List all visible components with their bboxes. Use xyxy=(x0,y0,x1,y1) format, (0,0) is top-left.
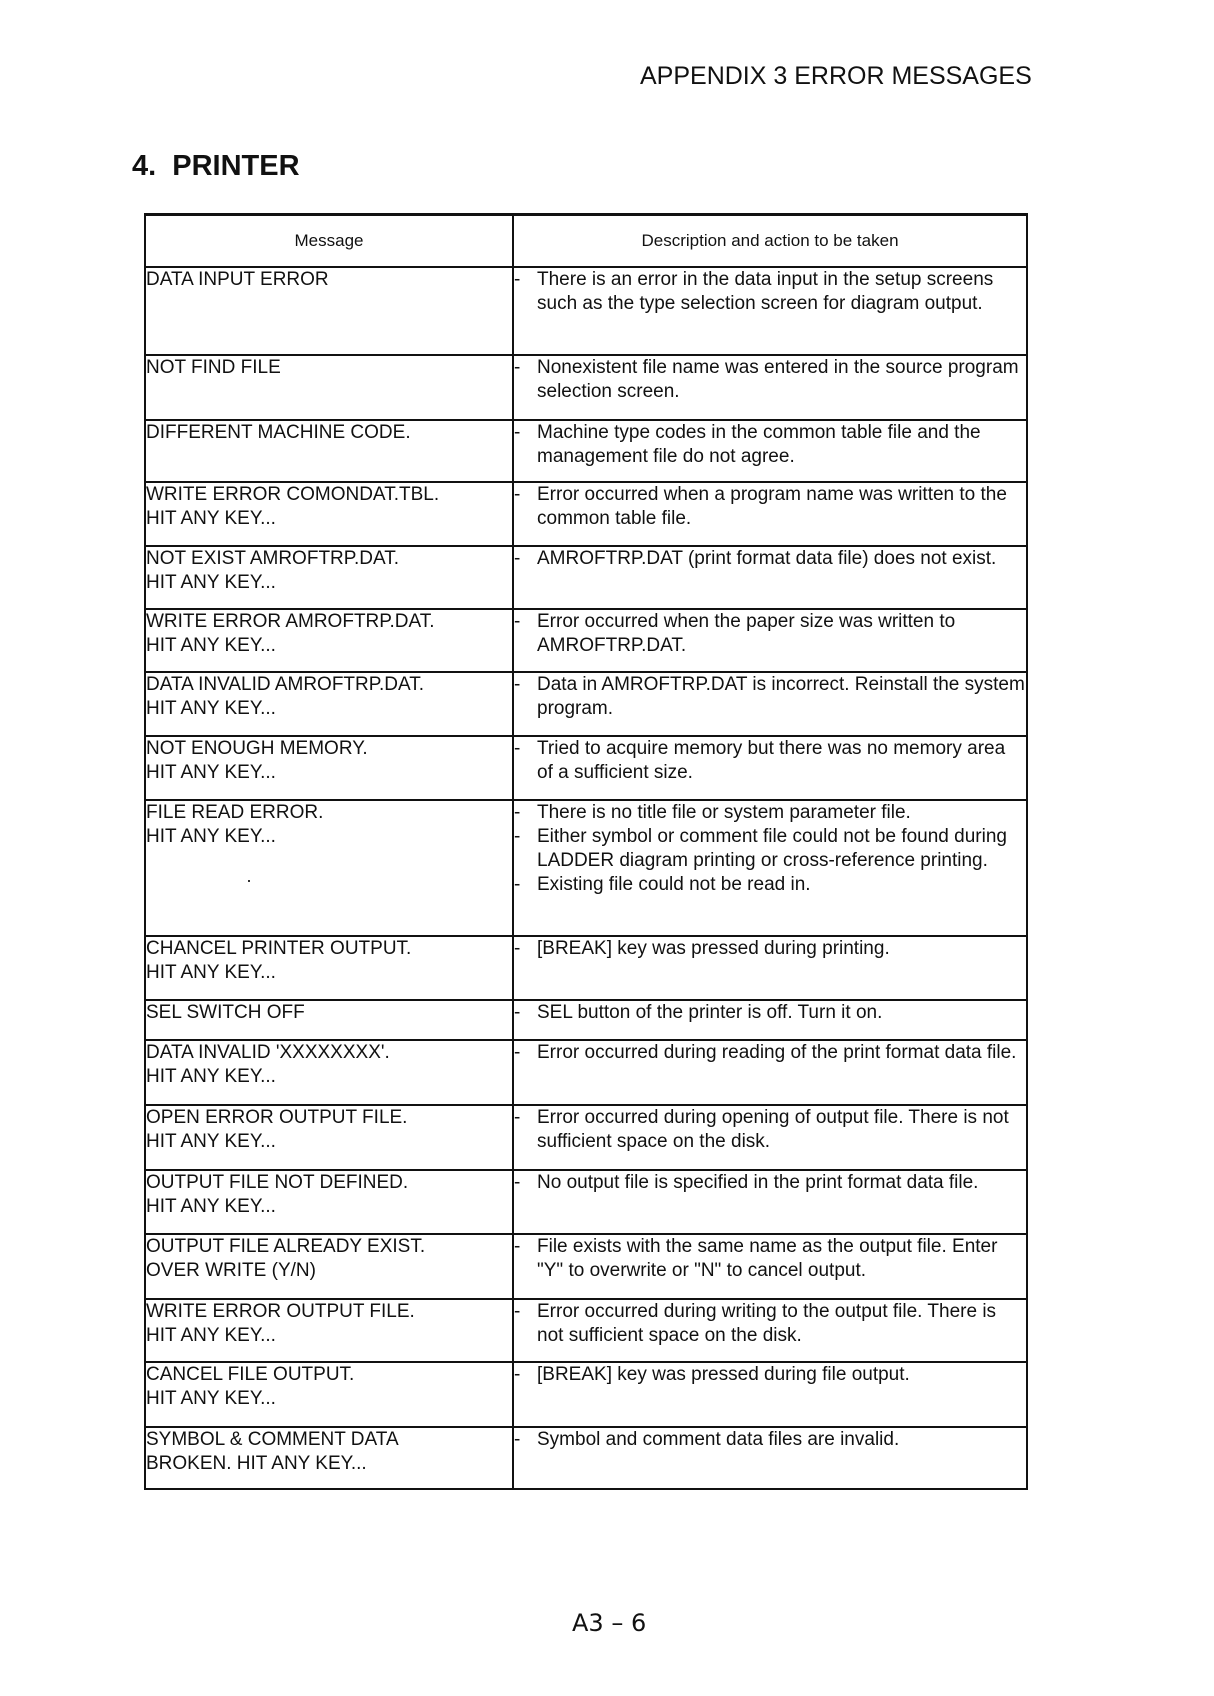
description-bullet xyxy=(514,421,1026,469)
message-cell xyxy=(145,1040,513,1105)
message-line: HIT ANY KEY... xyxy=(146,762,276,783)
description-text: Error occurred during opening of output file. There is not sufficient space on the disk. xyxy=(537,1107,1009,1152)
table-row xyxy=(145,1427,1027,1489)
table-row xyxy=(145,1170,1027,1234)
table-row xyxy=(145,672,1027,736)
message-line: OPEN ERROR OUTPUT FILE. xyxy=(146,1107,408,1128)
table-row xyxy=(145,800,1027,936)
table-row xyxy=(145,1040,1027,1105)
description-cell xyxy=(513,1362,1027,1427)
message-line: BROKEN. HIT ANY KEY... xyxy=(146,1453,367,1474)
description-bullet xyxy=(514,610,1026,658)
description-text: Data in AMROFTRP.DAT is incorrect. Reinstall the system program. xyxy=(537,674,1025,719)
message-cell xyxy=(145,267,513,355)
message-cell xyxy=(145,1000,513,1040)
bullet-dash-icon: - xyxy=(514,1172,521,1193)
message-line: CANCEL FILE OUTPUT. xyxy=(146,1364,355,1385)
message-cell xyxy=(145,1362,513,1427)
description-text: Error occurred during writing to the output file. There is not sufficient space on the disk. xyxy=(537,1301,997,1346)
description-cell xyxy=(513,482,1027,546)
message-line: SYMBOL & COMMENT DATA xyxy=(146,1429,399,1450)
description-bullet xyxy=(514,1235,1026,1283)
message-cell xyxy=(145,482,513,546)
message-line: NOT EXIST AMROFTRP.DAT. xyxy=(146,548,400,569)
description-text: Tried to acquire memory but there was no memory area of a sufficient size. xyxy=(537,738,1006,783)
description-cell xyxy=(513,936,1027,1000)
description-bullet xyxy=(514,1300,1026,1348)
bullet-dash-icon: - xyxy=(514,1364,521,1385)
description-bullet xyxy=(514,547,1026,571)
message-cell xyxy=(145,546,513,609)
message-line: HIT ANY KEY... xyxy=(146,1131,276,1152)
message-cell xyxy=(145,800,513,936)
message-cell xyxy=(145,420,513,482)
message-line: HIT ANY KEY... xyxy=(146,698,276,719)
description-text: Error occurred when a program name was written to the common table file. xyxy=(537,484,1007,529)
error-messages-table xyxy=(144,213,1028,1490)
description-text: [BREAK] key was pressed during file output. xyxy=(537,1364,910,1385)
description-text: Error occurred during reading of the print format data file. xyxy=(537,1042,1017,1063)
message-line: DIFFERENT MACHINE CODE. xyxy=(146,422,411,443)
description-cell xyxy=(513,420,1027,482)
bullet-dash-icon: - xyxy=(514,938,521,959)
table-row xyxy=(145,355,1027,420)
description-cell xyxy=(513,672,1027,736)
bullet-dash-icon: - xyxy=(514,674,521,695)
description-bullet xyxy=(514,1041,1026,1065)
description-bullet xyxy=(514,483,1026,531)
message-cell xyxy=(145,672,513,736)
description-cell xyxy=(513,1000,1027,1040)
table-row xyxy=(145,546,1027,609)
page-number: A3 – 6 xyxy=(572,1609,647,1637)
description-bullet xyxy=(514,1001,1026,1025)
message-line: HIT ANY KEY... xyxy=(146,962,276,983)
table-row xyxy=(145,936,1027,1000)
message-cell xyxy=(145,1234,513,1299)
message-line: DATA INPUT ERROR xyxy=(146,269,329,290)
table-row xyxy=(145,736,1027,800)
table-row xyxy=(145,267,1027,355)
table-row xyxy=(145,609,1027,672)
message-line: OUTPUT FILE ALREADY EXIST. xyxy=(146,1236,426,1257)
description-text: Nonexistent file name was entered in the source program selection screen. xyxy=(537,357,1019,402)
bullet-dash-icon: - xyxy=(514,548,521,569)
table-row xyxy=(145,1362,1027,1427)
message-line: HIT ANY KEY... xyxy=(146,572,276,593)
message-line: FILE READ ERROR. xyxy=(146,802,324,823)
description-cell xyxy=(513,1299,1027,1362)
description-text: Symbol and comment data files are invalid. xyxy=(537,1429,900,1450)
message-line: NOT FIND FILE xyxy=(146,357,281,378)
message-line: OUTPUT FILE NOT DEFINED. xyxy=(146,1172,409,1193)
bullet-dash-icon: - xyxy=(514,269,521,290)
description-text: There is no title file or system parameter file. xyxy=(537,802,911,823)
section-title: 4. PRINTER xyxy=(132,150,300,182)
table-row xyxy=(145,482,1027,546)
message-cell xyxy=(145,355,513,420)
message-line: HIT ANY KEY... xyxy=(146,1325,276,1346)
description-text: SEL button of the printer is off. Turn it on. xyxy=(537,1002,883,1023)
running-header: APPENDIX 3 ERROR MESSAGES xyxy=(640,62,1032,90)
description-bullet xyxy=(514,937,1026,961)
bullet-dash-icon: - xyxy=(514,1429,521,1450)
table-row xyxy=(145,1234,1027,1299)
description-bullet xyxy=(514,1171,1026,1195)
description-cell xyxy=(513,1040,1027,1105)
bullet-dash-icon: - xyxy=(514,1107,521,1128)
message-line: DATA INVALID AMROFTRP.DAT. xyxy=(146,674,425,695)
description-cell xyxy=(513,736,1027,800)
description-bullet xyxy=(514,1363,1026,1387)
message-line: WRITE ERROR COMONDAT.TBL. xyxy=(146,484,440,505)
scan-speck xyxy=(248,880,250,882)
table-row xyxy=(145,420,1027,482)
bullet-dash-icon: - xyxy=(514,484,521,505)
description-text: Existing file could not be read in. xyxy=(537,874,811,895)
table-body xyxy=(145,267,1027,1489)
column-header-description: Description and action to be taken xyxy=(513,215,1027,268)
message-line: HIT ANY KEY... xyxy=(146,508,276,529)
description-text: AMROFTRP.DAT (print format data file) does not exist. xyxy=(537,548,997,569)
message-line: OVER WRITE (Y/N) xyxy=(146,1260,316,1281)
description-text: No output file is specified in the print format data file. xyxy=(537,1172,979,1193)
description-cell xyxy=(513,1234,1027,1299)
message-line: HIT ANY KEY... xyxy=(146,635,276,656)
message-line: DATA INVALID 'XXXXXXXX'. xyxy=(146,1042,390,1063)
description-bullet xyxy=(514,1428,1026,1452)
bullet-dash-icon: - xyxy=(514,738,521,759)
message-cell xyxy=(145,1427,513,1489)
bullet-dash-icon: - xyxy=(514,826,521,847)
description-text: Machine type codes in the common table file and the management file do not agree. xyxy=(537,422,981,467)
message-line: WRITE ERROR AMROFTRP.DAT. xyxy=(146,611,435,632)
description-bullet xyxy=(514,873,1026,897)
message-line: CHANCEL PRINTER OUTPUT. xyxy=(146,938,412,959)
bullet-dash-icon: - xyxy=(514,802,521,823)
message-cell xyxy=(145,1299,513,1362)
bullet-dash-icon: - xyxy=(514,1301,521,1322)
message-cell xyxy=(145,609,513,672)
description-cell xyxy=(513,800,1027,936)
table-row xyxy=(145,1299,1027,1362)
description-bullet xyxy=(514,801,1026,825)
message-line: HIT ANY KEY... xyxy=(146,1066,276,1087)
table-row xyxy=(145,1000,1027,1040)
description-cell xyxy=(513,546,1027,609)
description-bullet xyxy=(514,673,1026,721)
message-line: HIT ANY KEY... xyxy=(146,826,276,847)
description-bullet xyxy=(514,1106,1026,1154)
description-bullet xyxy=(514,268,1026,316)
description-cell xyxy=(513,1170,1027,1234)
column-header-message: Message xyxy=(145,215,513,268)
message-line: HIT ANY KEY... xyxy=(146,1196,276,1217)
bullet-dash-icon: - xyxy=(514,1002,521,1023)
description-cell xyxy=(513,267,1027,355)
description-bullet xyxy=(514,737,1026,785)
message-line: HIT ANY KEY... xyxy=(146,1388,276,1409)
message-cell xyxy=(145,1170,513,1234)
bullet-dash-icon: - xyxy=(514,422,521,443)
description-bullet xyxy=(514,356,1026,404)
description-cell xyxy=(513,1105,1027,1170)
message-cell xyxy=(145,1105,513,1170)
message-line: WRITE ERROR OUTPUT FILE. xyxy=(146,1301,415,1322)
description-text: File exists with the same name as the output file. Enter "Y" to overwrite or "N" to cancel output. xyxy=(537,1236,998,1281)
message-cell xyxy=(145,936,513,1000)
bullet-dash-icon: - xyxy=(514,357,521,378)
description-cell xyxy=(513,1427,1027,1489)
bullet-dash-icon: - xyxy=(514,611,521,632)
description-cell xyxy=(513,355,1027,420)
description-cell xyxy=(513,609,1027,672)
description-bullet xyxy=(514,825,1026,873)
description-text: [BREAK] key was pressed during printing. xyxy=(537,938,890,959)
message-line: NOT ENOUGH MEMORY. xyxy=(146,738,368,759)
description-text: Either symbol or comment file could not be found during LADDER diagram printing or cross-reference printing. xyxy=(537,826,1007,871)
description-text: Error occurred when the paper size was written to AMROFTRP.DAT. xyxy=(537,611,956,656)
message-cell xyxy=(145,736,513,800)
bullet-dash-icon: - xyxy=(514,874,521,895)
table-row xyxy=(145,1105,1027,1170)
message-line: SEL SWITCH OFF xyxy=(146,1002,305,1023)
bullet-dash-icon: - xyxy=(514,1236,521,1257)
description-text: There is an error in the data input in the setup screens such as the type selection screen for diagram output. xyxy=(537,269,994,314)
bullet-dash-icon: - xyxy=(514,1042,521,1063)
table-header-row xyxy=(145,215,1027,268)
